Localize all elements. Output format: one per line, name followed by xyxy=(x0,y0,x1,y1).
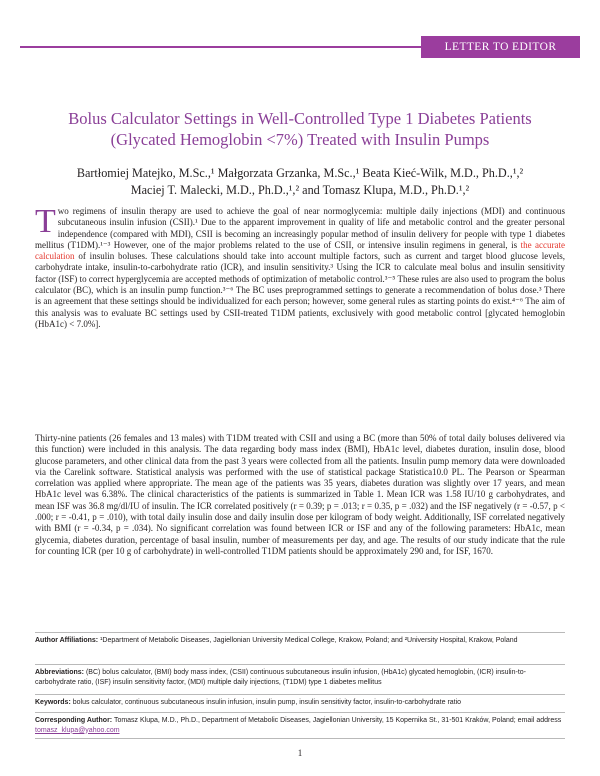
corresponding-label: Corresponding Author: xyxy=(35,717,113,724)
results-paragraph: Thirty-nine patients (26 females and 13 males) with T1DM treated with CSII and using a BC (more than 50% of total daily boluses delivered via this function) were included in this analysis. The data regarding body mass index (BMI), HbA1c level, diabetes duration, insulin dose, blood glucose parameters, and other clinical data from the past 3 years were collected from all the patients. Insulin pump memory data were downloaded via the Carelink software. Statistical analysis was performed with the use of statistical package Statistica10.0 PL. The Pearson or Spearman correlation was applied where appropriate. The mean age of the patients was 35 years, diabetes duration was slightly over 17 years, and mean HbA1c level was 6.38%. The clinical characteristics of the patients is summarized in Table 1. Mean ICR was 1.58 IU/10 g carbohydrates, and mean ISF was 36.8 mg/dl/IU of insulin. The ICR correlated positively (r = 0.39; p = .013; r = 0.35, p = .032) and the ISF negatively (r = -0.57, p < .000; r = -0.41, p = .010), with total daily insulin dose and daily insulin dose per kilogram of body weight. Additionally, ISF correlated negatively with BMI (r = -0.34, p = .034). No significant correlation was found between ICR or ISF and any of the following parameters: HbA1c, mean glycemia, diabetes duration, percentage of basal insulin, number of measurements per day, and age. The results of our study indicate that the rule for counting ICR (per 10 g of carbohydrate) in well-controlled T1DM patients should be approximately 290 and, for ISF, 1670. xyxy=(35,433,565,556)
abbreviations-text: (BC) bolus calculator, (BMI) body mass index, (CSII) continuous subcutaneous insulin infusion, (HbA1c) glycated hemoglobin, (ICR) insulin-to-carbohydrate ratio, (ISF) insulin sensitivity factor, (MDI) multiple daily injections, (T1DM) type 1 diabetes mellitus xyxy=(35,669,526,686)
abbreviations xyxy=(35,668,565,687)
drop-cap: T xyxy=(35,203,56,240)
article-title xyxy=(20,108,580,150)
authors-line-2: Maciej T. Malecki, M.D., Ph.D.,¹,² and Tomasz Klupa, M.D., Ph.D.¹,² xyxy=(130,182,470,197)
title-line-1: Bolus Calculator Settings in Well-Controlled Type 1 Diabetes Patients xyxy=(68,109,532,128)
author-list xyxy=(20,165,580,198)
keywords xyxy=(35,698,565,708)
authors-line-1: Bartłomiej Matejko, M.Sc.,¹ Małgorzata Grzanka, M.Sc.,¹ Beata Kieć-Wilk, M.D., Ph.D.,¹,² xyxy=(76,166,524,180)
footnote-divider xyxy=(35,712,565,713)
footer-divider xyxy=(35,738,565,739)
highlighted-phrase: the accurate calculation xyxy=(35,239,566,262)
affiliations-label: Author Affiliations: xyxy=(35,637,99,644)
intro-text-end: of insulin boluses. These calculations should take into account multiple factors, such as current and target blood glucose levels, carbohydrate intake, insulin-to-carbohydrate ratio (ICR), and insulin sensitivity.³ Using the ICR to calculate meal bolus and insulin sensitivity factor (ISF) to correct hyperglycemia are accepted methods of optimization of metabolic control.³⁻⁵ These rules are also used to program the bolus calculator (BC), which is an insulin pump function.³⁻⁶ The BC uses preprogrammed settings to generate a recommendation of bolus dose.³ There is an agreement that these settings should be individualized for each person; however, some general rules as starting points do exist.⁴⁻⁶ The aim of this analysis was to evaluate BC settings used by CSII-treated T1DM patients, exclusively with good metabolic control [glycated hemoglobin (HbA1c) < 7.0%]. xyxy=(35,251,565,329)
title-line-2: (Glycated Hemoglobin <7%) Treated with Insulin Pumps xyxy=(110,130,490,149)
keywords-text: bolus calculator, continuous subcutaneous insulin infusion, insulin pump, insulin sensitivity factor, insulin-to-carbohydrate ratio xyxy=(70,699,462,706)
article-type-banner: LETTER TO EDITOR xyxy=(421,36,580,58)
footnote-divider xyxy=(35,694,565,695)
intro-text-start: wo regimens of insulin therapy are used to achieve the goal of near normoglycemia: multiple daily injections (MDI) and continuous subcutaneous insulin infusion (CSII).¹ Due to the apparent improvement in quality of life and metabolic control and the greater personal independence (compared with MDI), CSII is becoming an increasingly popular method of insulin delivery for people with type 1 diabetes mellitus (T1DM).¹⁻³ However, one of the major problems related to the use of CSII, or intensive insulin regimens in general, is xyxy=(35,206,565,250)
email-link[interactable]: tomasz_klupa@yahoo.com xyxy=(35,726,120,734)
page-number: 1 xyxy=(297,748,303,758)
abbreviations-label: Abbreviations: xyxy=(35,669,85,676)
footnote-divider xyxy=(35,632,565,633)
corresponding-author xyxy=(35,716,565,735)
corresponding-text: Tomasz Klupa, M.D., Ph.D., Department of Metabolic Diseases, Jagiellonian University, 15 Kopernika St., 31-501 Kraków, Poland; email address xyxy=(112,717,562,724)
affiliations-text: ¹Department of Metabolic Diseases, Jagiellonian University Medical College, Krakow, Poland; and ²University Hospital, Krakow, Poland xyxy=(98,637,518,644)
keywords-label: Keywords: xyxy=(35,699,71,706)
footnote-divider xyxy=(35,664,565,665)
author-affiliations xyxy=(35,636,565,646)
intro-paragraph xyxy=(35,203,566,330)
